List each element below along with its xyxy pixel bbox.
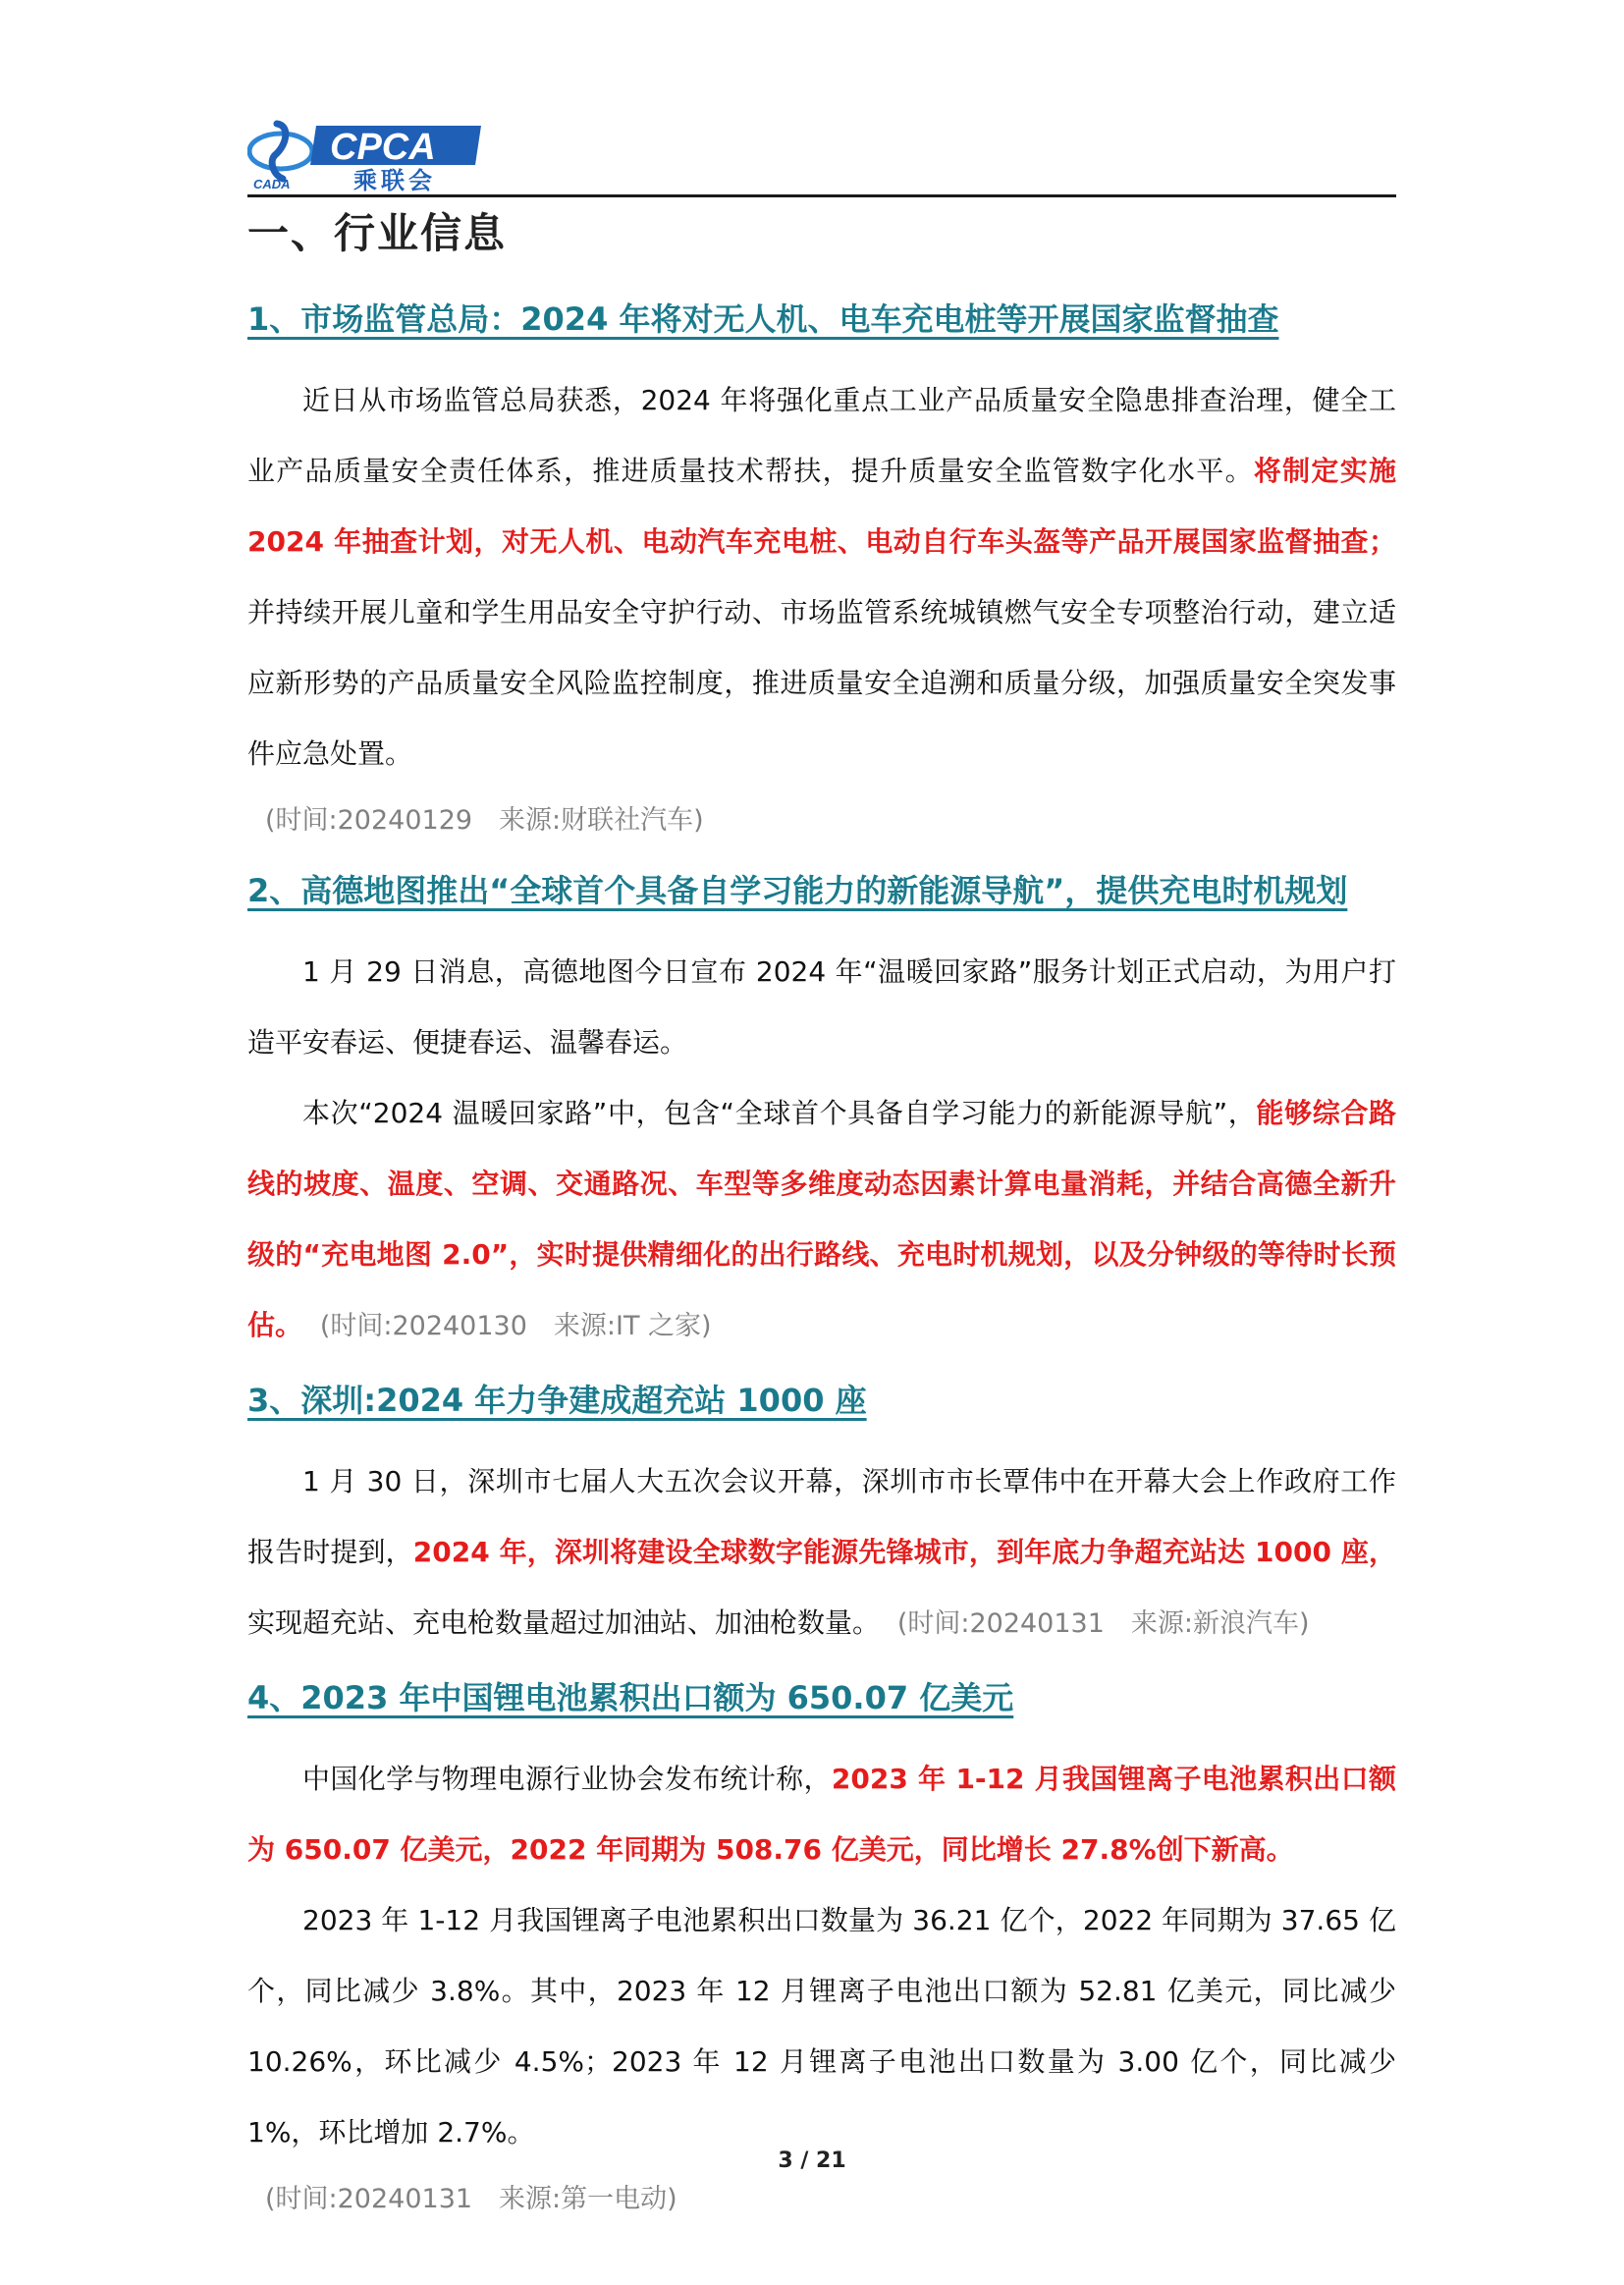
- section-1-paragraph: [247, 365, 1396, 789]
- logo-sub-en: CADA: [253, 177, 291, 191]
- logo-text: CPCA: [330, 127, 436, 168]
- section-2-source: (时间:20240130 来源:IT 之家): [319, 1311, 712, 1341]
- section-3-paragraph: [247, 1446, 1396, 1659]
- section-4-paragraph-2: 2023 年 1-12 月我国锂离子电池累积出口数量为 36.21 亿个，2022 年同期为 37.65 亿个，同比减少 3.8%。其中，2023 年 12 月锂离子电池出口额为 52.81 亿美元，同比减少 10.26%，环比减少 4.5%；2023 年 12 月锂离子电池出口数量为 3.00 亿个，同比减少 1%，环比增加 2.7%。: [247, 1904, 1396, 2149]
- chapter-title: 一、行业信息: [247, 209, 508, 257]
- section-1-text-b: 并持续开展儿童和学生用品安全守护行动、市场监管系统城镇燃气安全专项整治行动，建立适应新形势的产品质量安全风险监控制度，推进质量安全追溯和质量分级，加强质量安全突发事件应急处置。: [247, 596, 1396, 770]
- section-3-highlight: 2024 年，深圳将建设全球数字能源先锋城市，到年底力争超充站达 1000 座，: [412, 1536, 1396, 1568]
- section-2-text-a: 本次“2024 温暖回家路”中，包含“全球首个具备自学习能力的新能源导航”，: [302, 1097, 1257, 1129]
- section-2-heading: 2、高德地图推出“全球首个具备自学习能力的新能源导航”，提供充电时机规划: [247, 872, 1348, 909]
- section-4-source: (时间:20240131 来源:第一电动): [265, 2184, 677, 2214]
- section-3-source: (时间:20240131 来源:新浪汽车): [896, 1608, 1310, 1639]
- content: [247, 295, 1396, 2231]
- header-rule: [247, 194, 1396, 197]
- section-3-text-b: 实现超充站、充电枪数量超过加油站、加油枪数量。: [247, 1606, 881, 1639]
- page-number: 3 / 21: [778, 2149, 846, 2173]
- section-1-source: (时间:20240129 来源:财联社汽车): [265, 805, 704, 836]
- logo-sub-cn: 乘联会: [353, 167, 436, 192]
- section-4-heading: 4、2023 年中国锂电池累积出口额为 650.07 亿美元: [247, 1679, 1014, 1716]
- section-4-paragraph-1: [247, 1744, 1396, 1885]
- section-2-highlight: 能够综合路线的坡度、温度、空调、交通路况、车型等多维度动态因素计算电量消耗，并结合高德全新升级的“充电地图 2.0”，实时提供精细化的出行路线、充电时机规划，以及分钟级的等待时长预估。: [247, 1097, 1396, 1341]
- section-3-heading: 3、深圳:2024 年力争建成超充站 1000 座: [247, 1382, 867, 1419]
- section-3-text-a: 1 月 30 日，深圳市七届人大五次会议开幕，深圳市市长覃伟中在开幕大会上作政府工作报告时提到，: [247, 1465, 1396, 1568]
- section-1-text-a: 近日从市场监管总局获悉，2024 年将强化重点工业产品质量安全隐患排查治理，健全工业产品质量安全责任体系，推进质量技术帮扶，提升质量安全监管数字化水平。: [247, 384, 1396, 487]
- cpca-logo: [247, 116, 483, 192]
- section-4-highlight: 2023 年 1-12 月我国锂离子电池累积出口额为 650.07 亿美元，2022 年同期为 508.76 亿美元，同比增长 27.8%创下新高。: [247, 1763, 1396, 1866]
- section-4-text-a: 中国化学与物理电源行业协会发布统计称，: [302, 1763, 832, 1795]
- section-1-heading: 1、市场监管总局：2024 年将对无人机、电车充电桩等开展国家监督抽查: [247, 300, 1279, 338]
- section-1-highlight: 将制定实施 2024 年抽查计划，对无人机、电动汽车充电桩、电动自行车头盔等产品开展国家监督抽查；: [247, 455, 1396, 558]
- section-2-paragraph-1: 1 月 29 日消息，高德地图今日宣布 2024 年“温暖回家路”服务计划正式启动，为用户打造平安春运、便捷春运、温馨春运。: [247, 955, 1396, 1059]
- section-2-paragraph-2: [247, 1078, 1396, 1362]
